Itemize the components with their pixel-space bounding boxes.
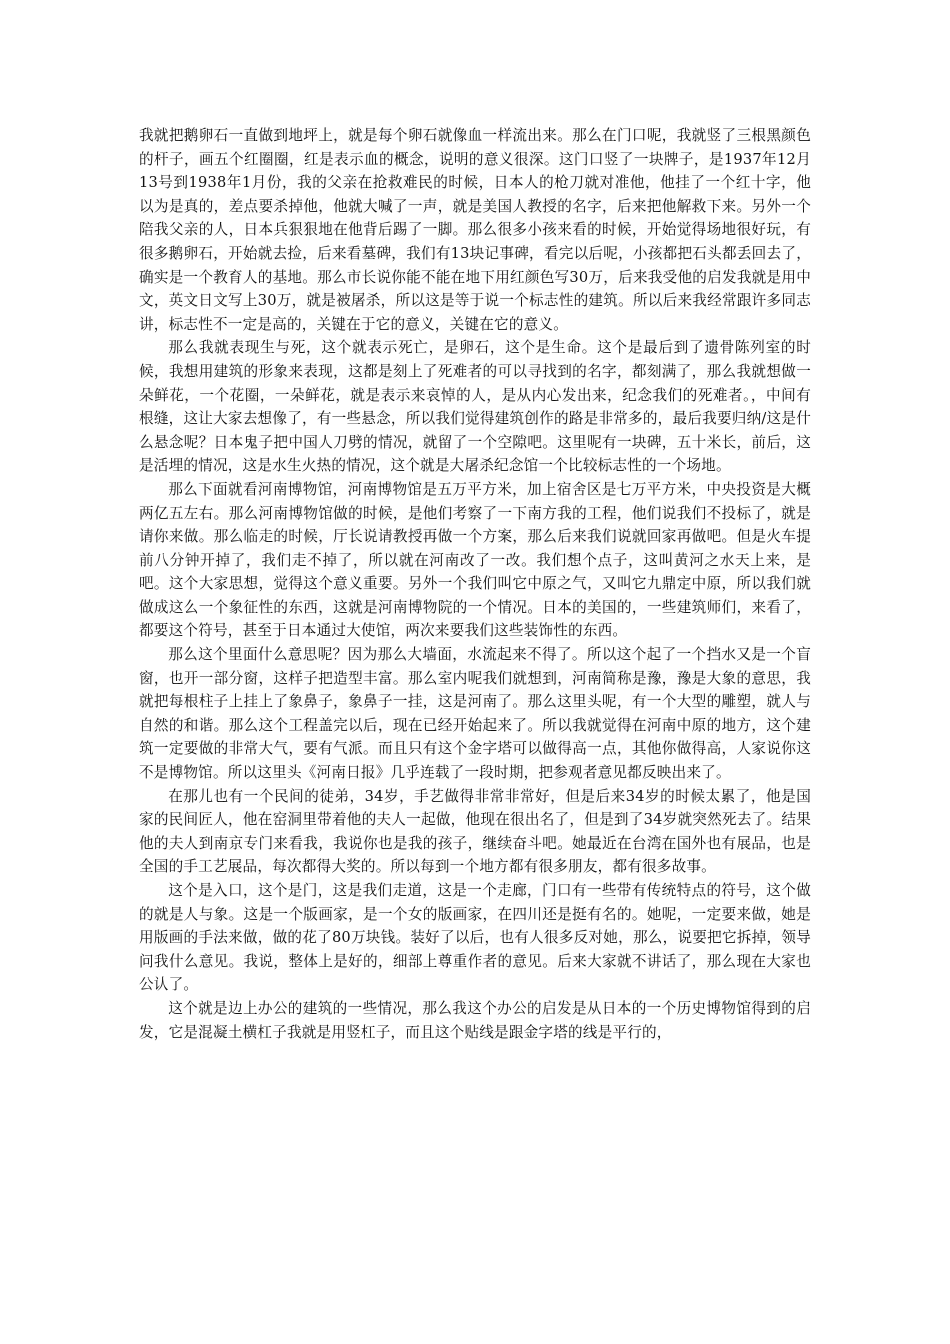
- paragraph-henan-museum: 那么下面就看河南博物馆，河南博物馆是五万平方米，加上宿舍区是七万平方米，中央投资是大概两亿五左右。那么河南博物馆做的时候，是他们考察了一下南方我的工程，他们说我们不投标了，就是请你来做。那么临走的时候，厅长说请教授再做一个方案，那么后来我们说就回家再做吧。但是火车提前八分钟开掉了，我们走不掉了，所以就在河南改了一改。我们想个点子，这叫黄河之水天上来，是吧。这个大家思想，觉得这个意义重要。另外一个我们叫它中原之气，又叫它九鼎定中原，所以我们就做成这么一个象征性的东西，这就是河南博物院的一个情况。日本的美国的，一些建筑师们，来看了，都要这个符号，甚至于日本通过大使馆，两次来要我们这些装饰性的东西。: [139, 480, 811, 640]
- paragraph-office-building: 这个就是边上办公的建筑的一些情况，那么我这个办公的启发是从日本的一个历史博物馆得到的启发，它是混凝土横杠子我就是用竖杠子，而且这个贴线是跟金字塔的线是平行的，: [139, 999, 811, 1041]
- paragraph-wall-and-interior: 那么这个里面什么意思呢？因为那么大墙面，水流起来不得了。所以这个起了一个挡水又是一个盲窗，也开一部分窗，这样子把造型丰富。那么室内呢我们就想到，河南简称是豫，豫是大象的意思，我就把每根柱子上挂上了象鼻子，象鼻子一挂，这是河南了。那么这里头呢，有一个大型的雕塑，就人与自然的和谐。那么这个工程盖完以后，现在已经开始起来了。所以我就觉得在河南中原的地方，这个建筑一定要做的非常大气，要有气派。而且只有这个金字塔可以做得高一点，其他你做得高，人家说你这不是博物馆。所以这里头《河南日报》几乎连载了一段时期，把参观者意见都反映出来了。: [139, 646, 811, 782]
- paragraph-memorial-pebbles: 我就把鹅卵石一直做到地坪上，就是每个卵石就像血一样流出来。那么在门口呢，我就竖了三根黑颜色的杆子，画五个红圈圈，红是表示血的概念，说明的意义很深。这门口竖了一块牌子，是1937年12月13号到1938年1月份，我的父亲在抢救难民的时候，日本人的枪刀就对准他，他挂了一个红十字，他以为是真的，差点要杀掉他，他就大喊了一声，就是美国人教授的名字，后来把他解救下来。另外一个陪我父亲的人，日本兵狠狠地在他背后踢了一脚。那么很多小孩来看的时候，开始觉得场地很好玩，有很多鹅卵石，开始就去捡，后来看墓碑，我们有13块记事碑，看完以后呢，小孩都把石头都丢回去了，确实是一个教育人的基地。那么市长说你能不能在地下用红颜色写30万，后来我受他的启发我就是用中文，英文日文写上30万，就是被屠杀，所以这是等于说一个标志性的建筑。所以后来我经常跟许多同志讲，标志性不一定是高的，关键在于它的意义，关键在它的意义。: [139, 127, 811, 333]
- paragraph-entrance-print: 这个是入口，这个是门，这是我们走道，这是一个走廊，门口有一些带有传统特点的符号，这个做的就是人与象。这是一个版画家，是一个女的版画家，在四川还是挺有名的。她呢，一定要来做，她是用版画的手法来做，做的花了80万块钱。装好了以后，也有人很多反对她，那么，说要把它拆掉，领导问我什么意见。我说，整体上是好的，细部上尊重作者的意见。后来大家就不讲话了，那么现在大家也公认了。: [139, 882, 811, 994]
- paragraph-folk-apprentice: 在那儿也有一个民间的徒弟，34岁，手艺做得非常非常好，但是后来34岁的时候太累了，他是国家的民间匠人，他在窑洞里带着他的夫人一起做，他现在很出名了，但是到了34岁就突然死去了。结果他的夫人到南京专门来看我，我说你也是我的孩子，继续奋斗吧。她最近在台湾在国外也有展品，也是全国的手工艺展品，每次都得大奖的。所以每到一个地方都有很多朋友，都有很多故事。: [139, 787, 811, 876]
- paragraph-life-and-death: 那么我就表现生与死，这个就表示死亡，是卵石，这个是生命。这个是最后到了遗骨陈列室的时候，我想用建筑的形象来表现，这都是刻上了死难者的可以寻找到的名字，都刻满了，那么我就想做一朵鲜花，一个花圈，一朵鲜花，就是表示来哀悼的人，是从内心发出来，纪念我们的死难者。，中间有根缝，这让大家去想像了，有一些悬念，所以我们觉得建筑创作的路是非常多的，最后我要归纳/这是什么悬念呢？日本鬼子把中国人刀劈的情况，就留了一个空隙吧。这里呢有一块碑，五十米长，前后，这是活埋的情况，这是水生火热的情况，这个就是大屠杀纪念馆一个比较标志性的一个场地。: [139, 339, 811, 475]
- document-page: [139, 124, 811, 1044]
